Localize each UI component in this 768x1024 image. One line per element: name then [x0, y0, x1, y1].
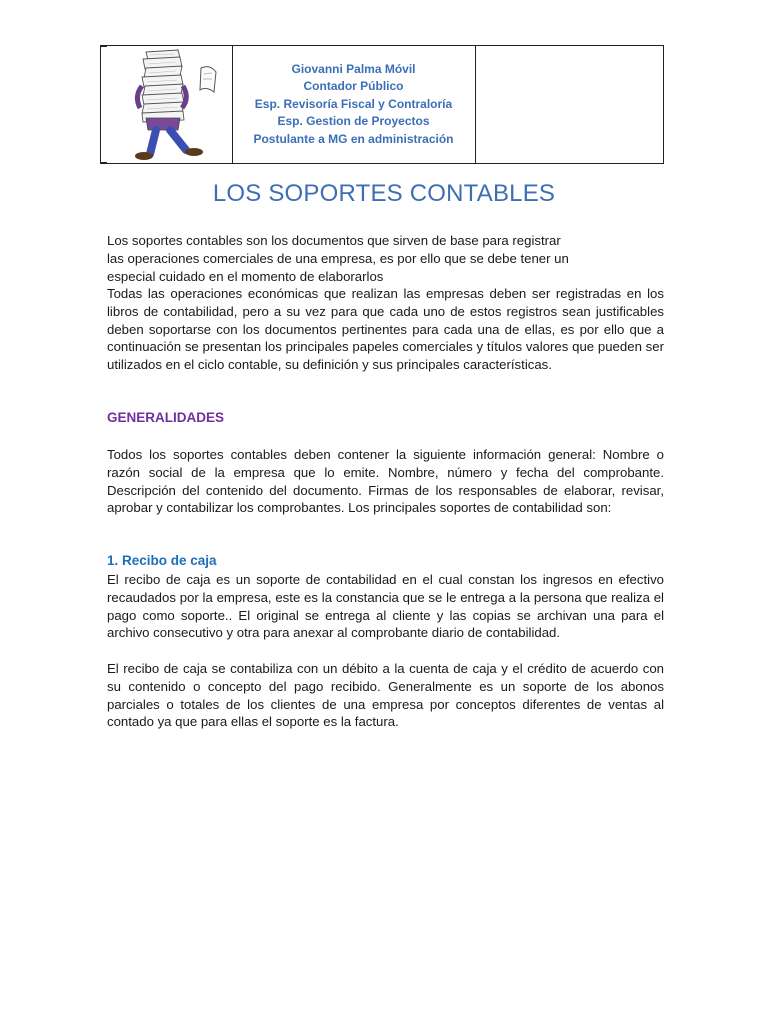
- recibo-paragraph-1: El recibo de caja es un soporte de contabilidad en el cual constan los ingresos en efectivo recaudados por la empresa, este es la constancia que se le entrega a la persona que realiza el pago como soporte.. El original se entrega al cliente y las copias se archivan una para el archivo consecutivo y otra para anexar al comprobante diario de contabilidad.: [107, 572, 664, 641]
- intro-line: especial cuidado en el momento de elaborarlos: [107, 268, 384, 284]
- header-illustration-cell: [106, 46, 233, 163]
- intro-line: las operaciones comerciales de una empresa, es por ello que se debe tener un: [107, 250, 569, 266]
- recibo-heading: 1. Recibo de caja: [107, 553, 217, 568]
- recibo-paragraph-2: El recibo de caja se contabiliza con un débito a la cuenta de caja y el crédito de acuerdo con su contenido o concepto del pago recibido. Generalmente es un soporte de los abonos parciales o totales de los clientes de una empresa por conceptos diferentes de ventas al contado ya que para ellas el soporte es la factura.: [107, 661, 664, 730]
- author-title: Contador Público: [303, 79, 404, 94]
- generalidades-paragraph: Todos los soportes contables deben contener la siguiente información general: Nombre o razón social de la empresa que lo emite. Nombre, número y fecha del comprobante. Descripción del contenido del documento. Firmas de los responsables de elaborar, revisar, aprobar y contabilizar los comprobantes. Los principales soportes de contabilidad son:: [107, 447, 664, 516]
- intro-paragraph-2: Todas las operaciones económicas que realizan las empresas deben ser registradas en los libros de contabilidad, pero a su vez para que cada uno de estos registros sean justificables deben soportarse con los documentos pertinentes para cada una de ellas, es por ello que a continuación se presentan los principales papeles comerciales y títulos valores que pueden ser utilizados en el ciclo contable, su definición y sus principales características.: [107, 286, 664, 373]
- author-specialty-2: Esp. Gestion de Proyectos: [277, 114, 430, 129]
- author-name: Giovanni Palma Móvil: [291, 61, 416, 76]
- author-specialty-1: Esp. Revisoría Fiscal y Contraloría: [254, 96, 453, 111]
- header-table: [100, 45, 664, 164]
- generalidades-heading: GENERALIDADES: [107, 410, 225, 425]
- intro-line: Los soportes contables son los documentos que sirven de base para registrar: [107, 233, 561, 248]
- intro-paragraph-1: [107, 232, 664, 285]
- header-empty-cell: [475, 46, 664, 163]
- header-info-cell: [232, 46, 476, 163]
- author-candidacy: Postulante a MG en administración: [253, 131, 454, 146]
- page-title: LOS SOPORTES CONTABLES: [212, 180, 556, 207]
- person-carrying-papers-icon: [106, 46, 226, 164]
